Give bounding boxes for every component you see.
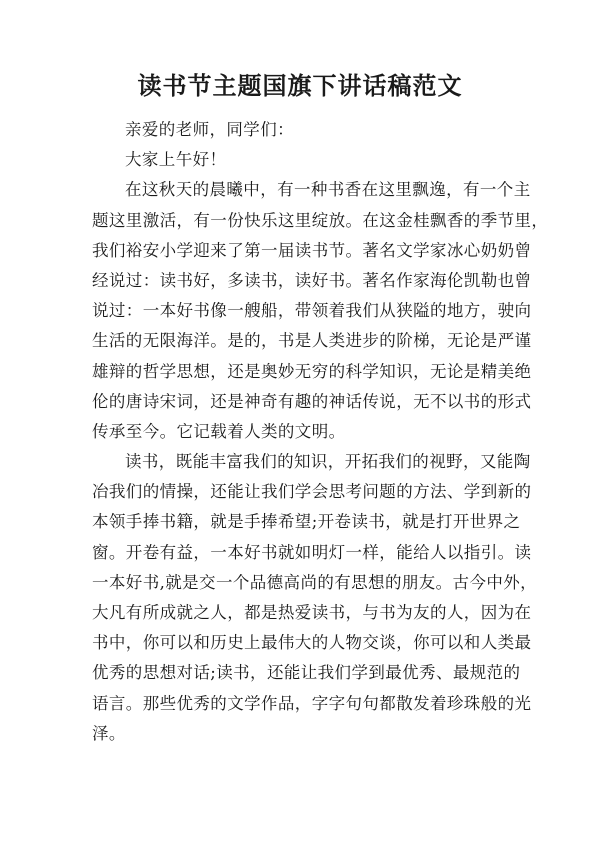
paragraph-line: 生活的无限海洋。是的，书是人类进步的阶梯，无论是严谨	[92, 331, 532, 351]
paragraph-line: 在这秋天的晨曦中，有一种书香在这里飘逸，有一个主	[125, 180, 531, 200]
paragraph-line: 书中，你可以和历史上最伟大的人物交谈，你可以和人类最	[92, 633, 532, 653]
paragraph-2	[92, 447, 538, 749]
paragraph-line: 伦的唐诗宋词，还是神奇有趣的神话传说，无不以书的形式	[92, 391, 532, 411]
document-body	[92, 115, 549, 749]
paragraph-line: 冶我们的情操，还能让我们学会思考问题的方法、学到新的	[92, 482, 532, 502]
salutation-line: 大家上午好！	[125, 150, 227, 170]
paragraph-line: 我们裕安小学迎来了第一届读书节。著名文学家冰心奶奶曾	[92, 240, 532, 260]
paragraph-line: 读书，既能丰富我们的知识，开拓我们的视野，又能陶	[125, 452, 531, 472]
document-title: 读书节主题国旗下讲话稿范文	[137, 71, 463, 100]
paragraph-line: 雄辩的哲学思想，还是奥妙无穷的科学知识，无论是精美绝	[92, 361, 532, 381]
paragraph-line: 语言。那些优秀的文学作品，字字句句都散发着珍珠般的光	[92, 693, 532, 713]
paragraph-line: 一本好书,就是交一个品德高尚的有思想的朋友。古今中外，	[92, 572, 538, 592]
paragraph-line: 泽。	[92, 723, 126, 743]
paragraph-line: 窗。开卷有益，一本好书就如明灯一样，能给人以指引。读	[92, 542, 532, 562]
paragraph-line: 传承至今。它记载着人类的文明。	[92, 421, 346, 441]
paragraph-line: 本领手捧书籍，就是手捧希望;开卷读书，就是打开世界之	[92, 512, 521, 532]
greeting-line: 亲爱的老师，同学们：	[125, 120, 294, 139]
paragraph-line: 优秀的思想对话;读书，还能让我们学到最优秀、最规范的	[92, 663, 521, 683]
paragraph-line: 大凡有所成就之人，都是热爱读书，与书为友的人，因为在	[92, 603, 532, 622]
paragraph-line: 经说过：读书好，多读书，读好书。著名作家海伦凯勒也曾	[92, 270, 532, 290]
paragraph-line: 说过：一本好书像一艘船，带领着我们从狭隘的地方，驶向	[92, 301, 532, 321]
paragraph-line: 题这里激活，有一份快乐这里绽放。在这金桂飘香的季节里，	[92, 210, 549, 230]
paragraph-1	[92, 175, 549, 447]
